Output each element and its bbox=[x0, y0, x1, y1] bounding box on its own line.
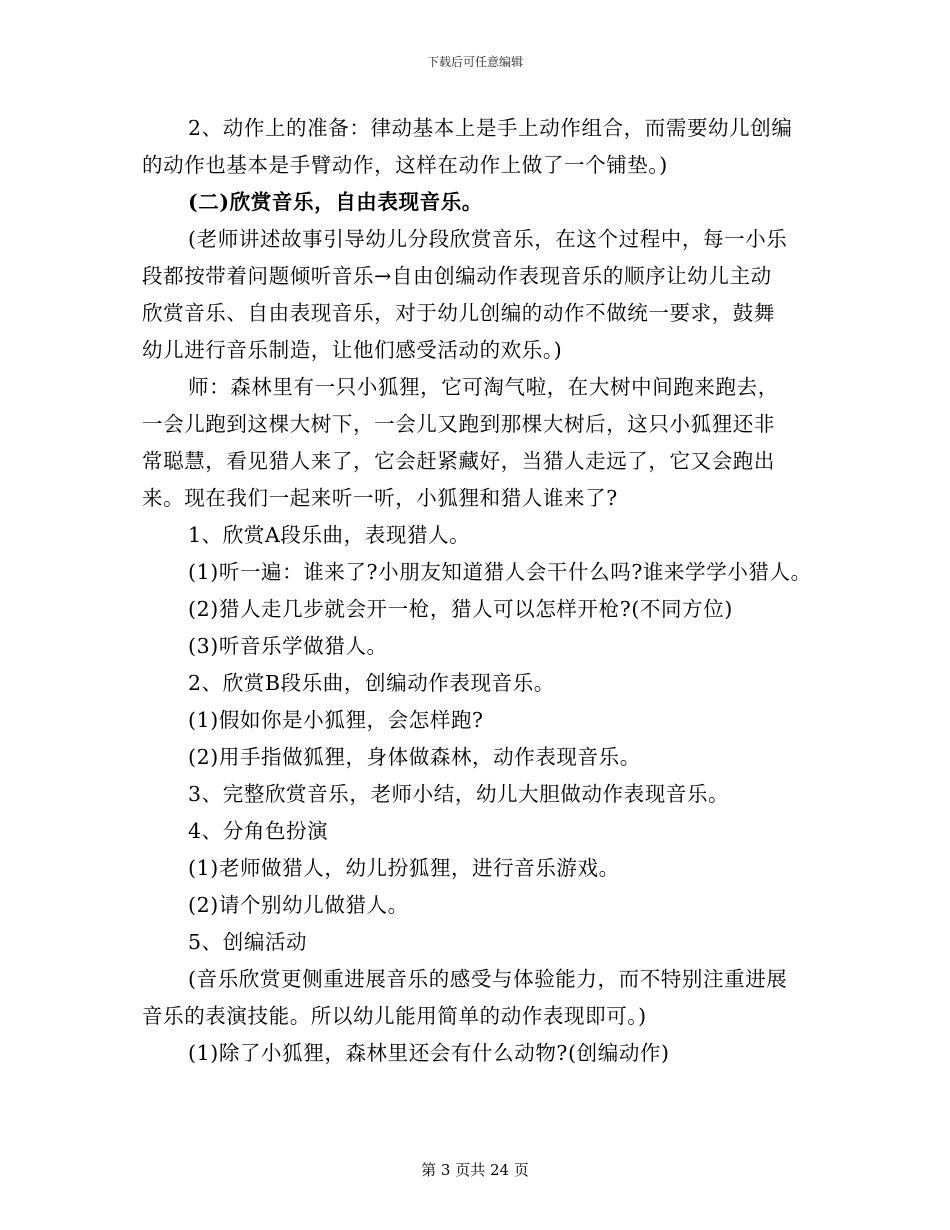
text-line-21: (1)老师做猎人，幼儿扮狐狸，进行音乐游戏。 bbox=[188, 856, 620, 880]
text-line-1: 2、动作上的准备：律动基本上是手上动作组合，而需要幼儿创编 bbox=[188, 116, 793, 140]
text-line-13: (1)听一遍：谁来了?小朋友知道猎人会干什么吗?谁来学学小猎人。 bbox=[188, 560, 812, 584]
text-line-8: 师：森林里有一只小狐狸，它可淘气啦，在大树中间跑来跑去， bbox=[188, 375, 779, 399]
text-line-15: (3)听音乐学做猎人。 bbox=[188, 634, 388, 658]
text-line-25: 音乐的表演技能。所以幼儿能用简单的动作表现即可。) bbox=[142, 1004, 647, 1028]
text-line-18: (2)用手指做狐狸，身体做森林，动作表现音乐。 bbox=[188, 745, 641, 769]
text-line-6: 欣赏音乐、自由表现音乐，对于幼儿创编的动作不做统一要求，鼓舞 bbox=[142, 301, 775, 325]
text-line-24: (音乐欣赏更侧重进展音乐的感受与体验能力，而不特别注重进展 bbox=[188, 967, 788, 991]
text-line-22: (2)请个别幼儿做猎人。 bbox=[188, 893, 409, 917]
text-line-23: 5、创编活动 bbox=[188, 930, 308, 954]
text-line-12: 1、欣赏A段乐曲，表现猎人。 bbox=[188, 523, 471, 547]
page-header: 下载后可任意编辑 bbox=[426, 55, 523, 69]
text-line-7: 幼儿进行音乐制造，让他们感受活动的欢乐。) bbox=[142, 338, 563, 362]
text-line-16: 2、欣赏B段乐曲，创编动作表现音乐。 bbox=[188, 671, 555, 695]
text-line-4: (老师讲述故事引导幼儿分段欣赏音乐，在这个过程中，每一小乐 bbox=[188, 227, 788, 251]
section-heading: (二)欣赏音乐，自由表现音乐。 bbox=[188, 190, 483, 214]
text-line-2: 的动作也基本是手臂动作，这样在动作上做了一个铺垫。) bbox=[142, 153, 668, 177]
page-footer: 第 3 页共 24 页 bbox=[421, 1161, 529, 1179]
text-line-20: 4、分角色扮演 bbox=[188, 819, 329, 843]
text-line-5: 段都按带着问题倾听音乐→自由创编动作表现音乐的顺序让幼儿主动 bbox=[142, 264, 772, 288]
text-line-19: 3、完整欣赏音乐，老师小结，幼儿大胆做动作表现音乐。 bbox=[188, 782, 730, 806]
text-line-14: (2)猎人走几步就会开一枪，猎人可以怎样开枪?(不同方位) bbox=[188, 597, 733, 621]
text-line-17: (1)假如你是小狐狸，会怎样跑? bbox=[188, 708, 484, 732]
text-line-26: (1)除了小狐狸，森林里还会有什么动物?(创编动作) bbox=[188, 1041, 670, 1065]
text-line-11: 来。现在我们一起来听一听，小狐狸和猎人谁来了? bbox=[142, 486, 618, 510]
text-line-10: 常聪慧，看见猎人来了，它会赶紧藏好，当猎人走远了，它又会跑出 bbox=[142, 449, 775, 473]
text-line-9: 一会儿跑到这棵大树下，一会儿又跑到那棵大树后，这只小狐狸还非 bbox=[142, 412, 775, 436]
document-body bbox=[142, 110, 810, 1072]
